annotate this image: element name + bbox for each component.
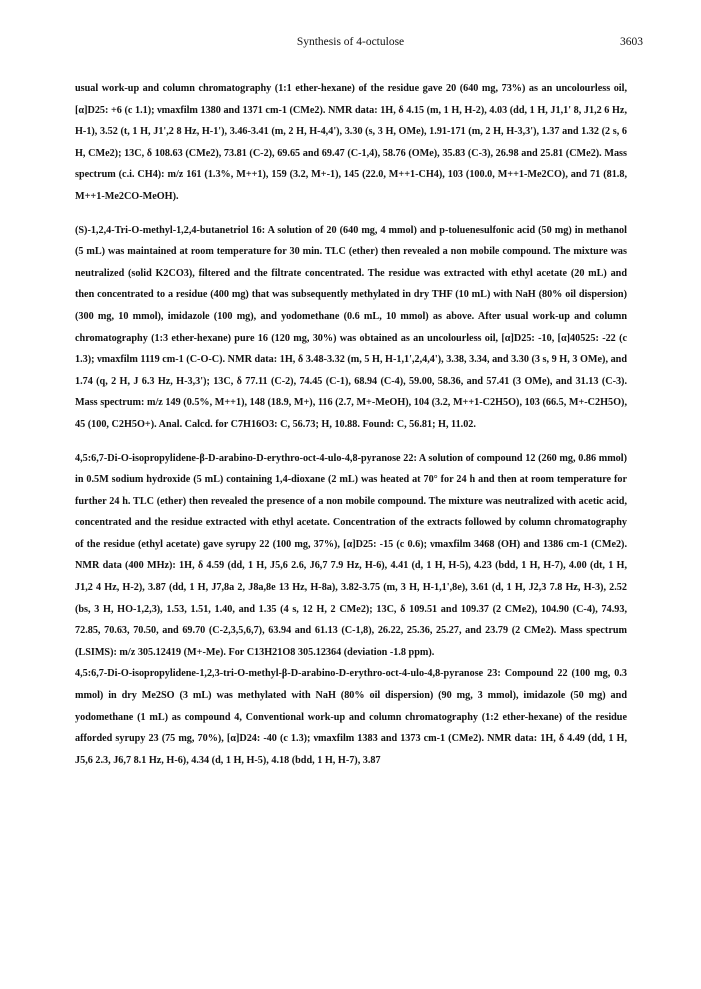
paragraph-text: usual work-up and column chromatography (1:1 ether-hexane) of the residue gave 20 (640 mg, 73%) as an uncolourless oil, [α]D25: +6 (c 1.1); νmaxfilm 1380 and 1371 cm-1 (CMe2). NMR data: 1H, δ 4.15 (m, 1 H, H-2), 4.03 (dd, 1 H, J1,1' 8, J1,2 6 Hz, H-1), 3.52 (t, 1 H, J1',2 8 Hz, H-1'), 3.46-3.41 (m, 2 H, H-4,4'), 3.30 (s, 3 H, OMe), 1.91-171 (m, 2 H, H-3,3'), 1.37 and 1.32 (2 s, 6 H, CMe2); 13C, δ 108.63 (CMe2), 73.81 (C-2), 69.65 and 69.47 (C-1,4), 58.76 (OMe), 35.83 (C-3), 26.98 and 25.81 (CMe2). Mass spectrum (c.i. CH4): m/z 161 (1.3%, M++1), 159 (3.2, M+-1), 145 (22.0, M++1-CH4), 103 (100.0, M++1-Me2CO), and 71 (81.8, M++1-Me2CO-MeOH). (75, 83, 627, 202)
paragraph-compound-22 (75, 448, 627, 664)
page-number: 3603 (620, 36, 643, 48)
running-head (0, 36, 701, 52)
paragraph-compound-16 (75, 220, 627, 436)
paragraph-heading: 4,5:6,7-Di-O-isopropylidene-1,2,3-tri-O-methyl-β-D-arabino-D-erythro-oct-4-ulo-4,8-pyranose 23 (75, 668, 498, 680)
paragraph-heading: 4,5:6,7-Di-O-isopropylidene-β-D-arabino-D-erythro-oct-4-ulo-4,8-pyranose 22 (75, 452, 414, 464)
article-body (75, 78, 627, 771)
paragraph-text: : A solution of compound 12 (260 mg, 0.86 mmol) in 0.5M sodium hydroxide (5 mL) containing 1,4-dioxane (2 mL) was heated at 70° for 24 h and then at room temperature for further 24 h. TLC (ether) then revealed the presence of a non mobile compound. The mixture was neutralized with acetic acid, concentrated and the residue extracted with ethyl acetate. Concentration of the extracts followed by column chromatography of the residue (ethyl acetate) gave syrupy 22 (100 mg, 37%), [α]D25: -15 (c 0.6); νmaxfilm 3468 (OH) and 1386 cm-1 (CMe2). NMR data (400 MHz): 1H, δ 4.59 (dd, 1 H, J5,6 2.6, J6,7 7.9 Hz, H-6), 4.41 (d, 1 H, H-5), 4.23 (bdd, 1 H, H-7), 4.00 (dt, 1 H, J1,2 4 Hz, H-2), 3.87 (dd, 1 H, J7,8a 2, J8a,8e 13 Hz, H-8a), 3.82-3.75 (m, 3 H, H-1,1',8e), 3.61 (d, 1 H, J2,3 7.8 Hz, H-3), 2.52 (bs, 3 H, HO-1,2,3), 1.53, 1.51, 1.40, and 1.35 (4 s, 12 H, 2 CMe2); 13C, δ 109.51 and 109.37 (2 CMe2), 104.90 (C-4), 74.93, 72.85, 70.63, 70.50, and 69.70 (C-2,3,5,6,7), 63.94 and 61.13 (C-1,8), 26.22, 25.36, 25.27, and 23.79 (2 CMe2). Mass spectrum (LSIMS): m/z 305.12419 (M+-Me). For C13H21O8 305.12364 (deviation -1.8 ppm). (75, 452, 627, 658)
running-head-title: Synthesis of 4-octulose (296, 36, 405, 48)
paragraph-text: : Compound 22 (100 mg, 0.3 mmol) in dry Me2SO (3 mL) was methylated with NaH (80% oil dispersion) (90 mg, 3 mmol), imidazole (50 mg) and yodomethane (1 mL) as compound 4, Conventional work-up and column chromatography (1:2 ether-hexane) of the residue afforded syrupy 23 (75 mg, 70%), [α]D24: -40 (c 1.3); νmaxfilm 1383 and 1373 cm-1 (CMe2). NMR data: 1H, δ 4.49 (dd, 1 H, J5,6 2.3, J6,7 8.1 Hz, H-6), 4.34 (d, 1 H, H-5), 4.18 (bdd, 1 H, H-7), 3.87 (75, 668, 627, 766)
paragraph-text: : A solution of 20 (640 mg, 4 mmol) and p-toluenesulfonic acid (50 mg) in methanol (5 mL) was maintained at room temperature for 30 min. TLC (ether) then revealed a non mobile compound. The mixture was neutralized (solid K2CO3), filtered and the filtrate concentrated. The residue was extracted with ethyl acetate (20 mL) and then concentrated to a residue (400 mg) that was subsequently methylated in dry THF (10 mL) with NaH (80% oil dispersion) (300 mg, 10 mmol), imidazole (100 mg), and yodomethane (0.6 mL, 10 mmol) as above. After usual work-up and column chromatography (1:3 ether-hexane) pure 16 (120 mg, 30%) was obtained as an uncolourless oil, [α]D25: -10, [α]40525: -22 (c 1.3); νmaxfilm 1119 cm-1 (C-O-C). NMR data: 1H, δ 3.48-3.32 (m, 5 H, H-1,1',2,4,4'), 3.38, 3.34, and 3.30 (3 s, 9 H, 3 OMe), and 1.74 (q, 2 H, J 6.3 Hz, H-3,3'); 13C, δ 77.11 (C-2), 74.45 (C-1), 68.94 (C-4), 59.00, 58.36, and 57.41 (3 OMe), and 31.13 (C-3). Mass spectrum: m/z 149 (0.5%, M++1), 148 (18.9, M+), 116 (2.7, M+-MeOH), 104 (3.2, M++1-C2H5O), 103 (66.5, M+-C2H5O), 45 (100, C2H5O+). Anal. Calcd. for C7H16O3: C, 56.73; H, 10.88. Found: C, 56.81; H, 11.02. (75, 224, 627, 430)
paragraph-heading: (S)-1,2,4-Tri-O-methyl-1,2,4-butanetriol 16 (75, 224, 262, 236)
paragraph-compound-20 (75, 78, 627, 208)
paragraph-compound-23 (75, 663, 627, 771)
